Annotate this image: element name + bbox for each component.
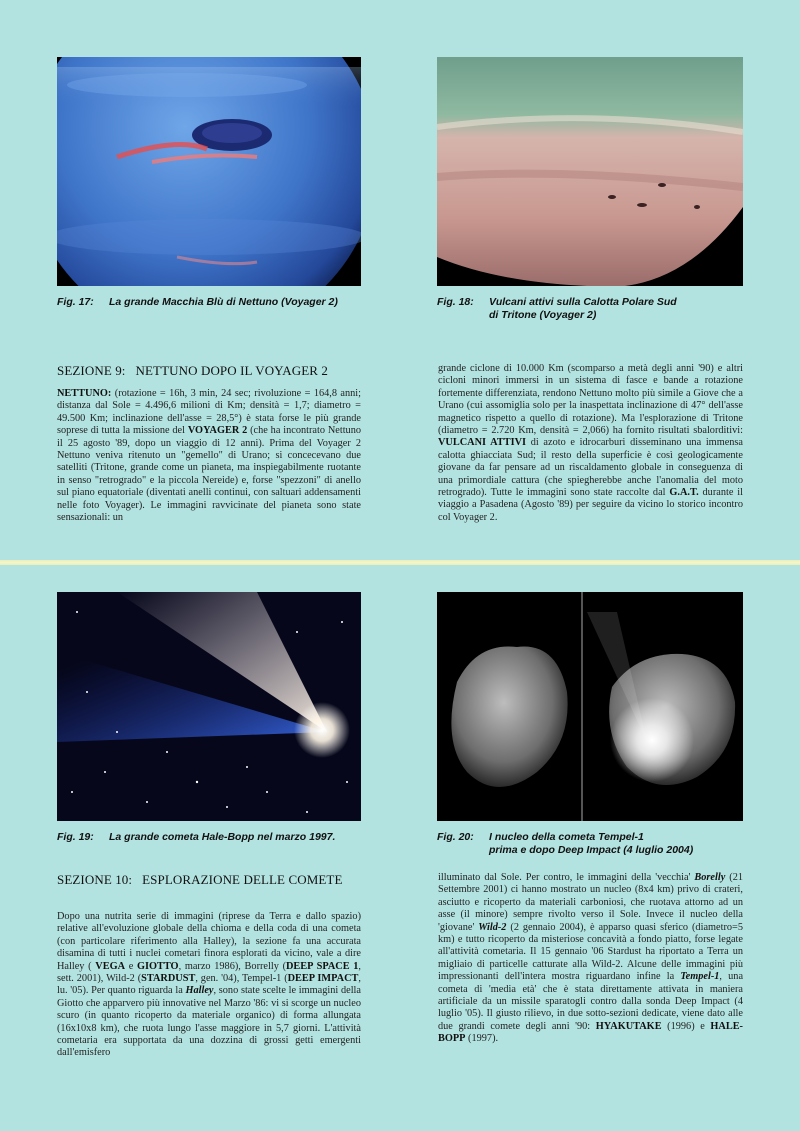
fig20-text-line2: prima e dopo Deep Impact (4 luglio 2004) bbox=[489, 844, 694, 856]
fig17-number: Fig. 17: bbox=[57, 296, 94, 308]
section9-title: NETTUNO DOPO IL VOYAGER 2 bbox=[135, 363, 328, 378]
fig19-number: Fig. 19: bbox=[57, 831, 94, 843]
section10-left-column: Dopo una nutrita serie di immagini (riprese da Terra e dallo spazio) relative all'evoluzione globale della chioma e della coda di una cometa (con particolare riferimento alla Halley), la sezione fa una accurata disamina di tutti i nuclei cometari finora esplorati da vicino, vale a dire Halley ( VEGA e GIOTTO, marzo 1986), Borrelly (DEEP SPACE 1, sett. 2001), Wild-2 (STARDUST, gen. '04), Tempel-1 (DEEP IMPACT, lu. '05). Per quanto riguarda la Halley, sono state scelte le immagini della Giotto che apparvero più innovative nel Marzo '86: vi si scorge un nucleo scuro (in quanto ricoperto da materiale organico) di forma allungata (16x10x8 km), che ruota lungo l'asse maggiore in 5,7 giorni. L'attività cometaria era supportata da una dozzina di grossi getti emergenti dall'emisfero bbox=[57, 911, 361, 1059]
tempel1-image bbox=[437, 592, 743, 821]
fig18-text-line1: Vulcani attivi sulla Calotta Polare Sud bbox=[489, 296, 677, 308]
section10-heading bbox=[57, 872, 343, 888]
fig20-number: Fig. 20: bbox=[437, 831, 474, 843]
nettuno-lead: NETTUNO: bbox=[57, 388, 112, 399]
fig19-caption bbox=[57, 831, 387, 844]
fig20-caption bbox=[437, 831, 767, 857]
fig17-caption bbox=[57, 296, 387, 309]
section9-left-column: NETTUNO: (rotazione = 16h, 3 min, 24 sec; rivoluzione = 164,8 anni; distanza dal Sole = 4.496,6 milioni di Km; densità = 1,7; diametro = 49.500 Km; inclinazione dell'asse = 28,5°) è stata forse le più grande soprese di tutta la missione del VOYAGER 2 (che ha incontrato Nettuno il 25 agosto '89, dopo un viaggio di 12 anni). Prima del Voyager 2 Nettuno veniva ritenuto un "gemello" di Urano; si concecevano due satelliti (Tritone, grande come un pianeta, ma inspiegabilmente ruotante in senso "retrogrado" e la piccola Nereide) e, forse "spezzoni" di anello sul piano equatoriale (diventati anelli continui, con saltuari addensamenti nelle foto Voyager). Le immagini ravvicinate del pianeta sono state sensazionali: un bbox=[57, 388, 361, 524]
neptune-photo bbox=[57, 57, 361, 286]
fig17-text: La grande Macchia Blù di Nettuno (Voyager 2) bbox=[109, 296, 338, 308]
section9-heading bbox=[57, 363, 328, 379]
halebopp-photo bbox=[57, 592, 361, 821]
section9-number: SEZIONE 9: bbox=[57, 363, 126, 378]
section10-number: SEZIONE 10: bbox=[57, 872, 133, 887]
section9-right-column: grande ciclone di 10.000 Km (scomparso a metà degli anni '90) e altri cicloni minori immersi in un sistema di fasce e bande a rotazione fortemente differenziata, rendono Nettuno molto più simile a Giove che a Urano (cui assomiglia solo per la inaspettata inclinazione di 47° dell'asse magnetico rispetto a quello di rotazione). Ma l'esplorazione di Tritone (diametro = 2.720 Km, densità = 2,066) ha fornito risultati sbalorditivi: VULCANI ATTIVI di azoto e idrocarburi disseminano una immensa calotta ghiacciata Sud; il resto della superficie è così geologicamente giovane da far pensare ad un riscaldamento globale in conseguenza di una primordiale cattura (che spiegherebbe anche l'anomalia del moto retrogrado). Tutte le immagini sono state raccolte dal G.A.T. durante il viaggio a Pasadena (Agosto '89) per seguire da vicino lo storico incontro col Voyager 2. bbox=[438, 363, 744, 523]
triton-photo bbox=[437, 57, 743, 286]
neptune-image bbox=[57, 57, 361, 286]
section10-right-column: illuminato dal Sole. Per contro, le immagini della 'vecchia' Borelly (21 Settembre 2001) ci hanno mostrato un nucleo (8x4 km) privo di crateri, asciutto e ricoperto da materiali carboniosi, che ruotava attorno ad un asse (il minore) sempre rivolto verso il Sole. Invece il nucleo della 'giovane' Wild-2 (2 gennaio 2004), è apparso quasi sferico (diametro=5 km) e tutto ricoperto da misteriose concavità a fondo piatto, forse legate all'attività cometaria. Il 15 gennaio '06 Stardust ha riportato a Terra un migliaio di particelle catturate alla Wild-2. Alcune delle immagini più impressionanti dell'intera mostra riguardano infine la Tempel-1, una cometa di 'media età' che è stata direttamente attivata in maniera artificiale da un missile sparatogli contro dalla sonda Deep Impact (4 luglio '05). Il giusto rilievo, in due sotto-sezioni dedicate, viene dato alle due grandi comete degli anni '90: HYAKUTAKE (1996) e HALE-BOPP (1997). bbox=[438, 872, 744, 1045]
fig20-text-line1: I nucleo della cometa Tempel-1 bbox=[489, 831, 644, 843]
fig18-text-line2: di Tritone (Voyager 2) bbox=[489, 309, 597, 321]
section-divider bbox=[0, 560, 800, 565]
fig18-caption bbox=[437, 296, 767, 322]
halebopp-image bbox=[57, 592, 361, 821]
fig18-number: Fig. 18: bbox=[437, 296, 474, 308]
fig19-text: La grande cometa Hale-Bopp nel marzo 1997. bbox=[109, 831, 336, 843]
triton-image bbox=[437, 57, 743, 286]
section10-title: ESPLORAZIONE DELLE COMETE bbox=[142, 872, 343, 887]
tempel1-photo bbox=[437, 592, 743, 821]
